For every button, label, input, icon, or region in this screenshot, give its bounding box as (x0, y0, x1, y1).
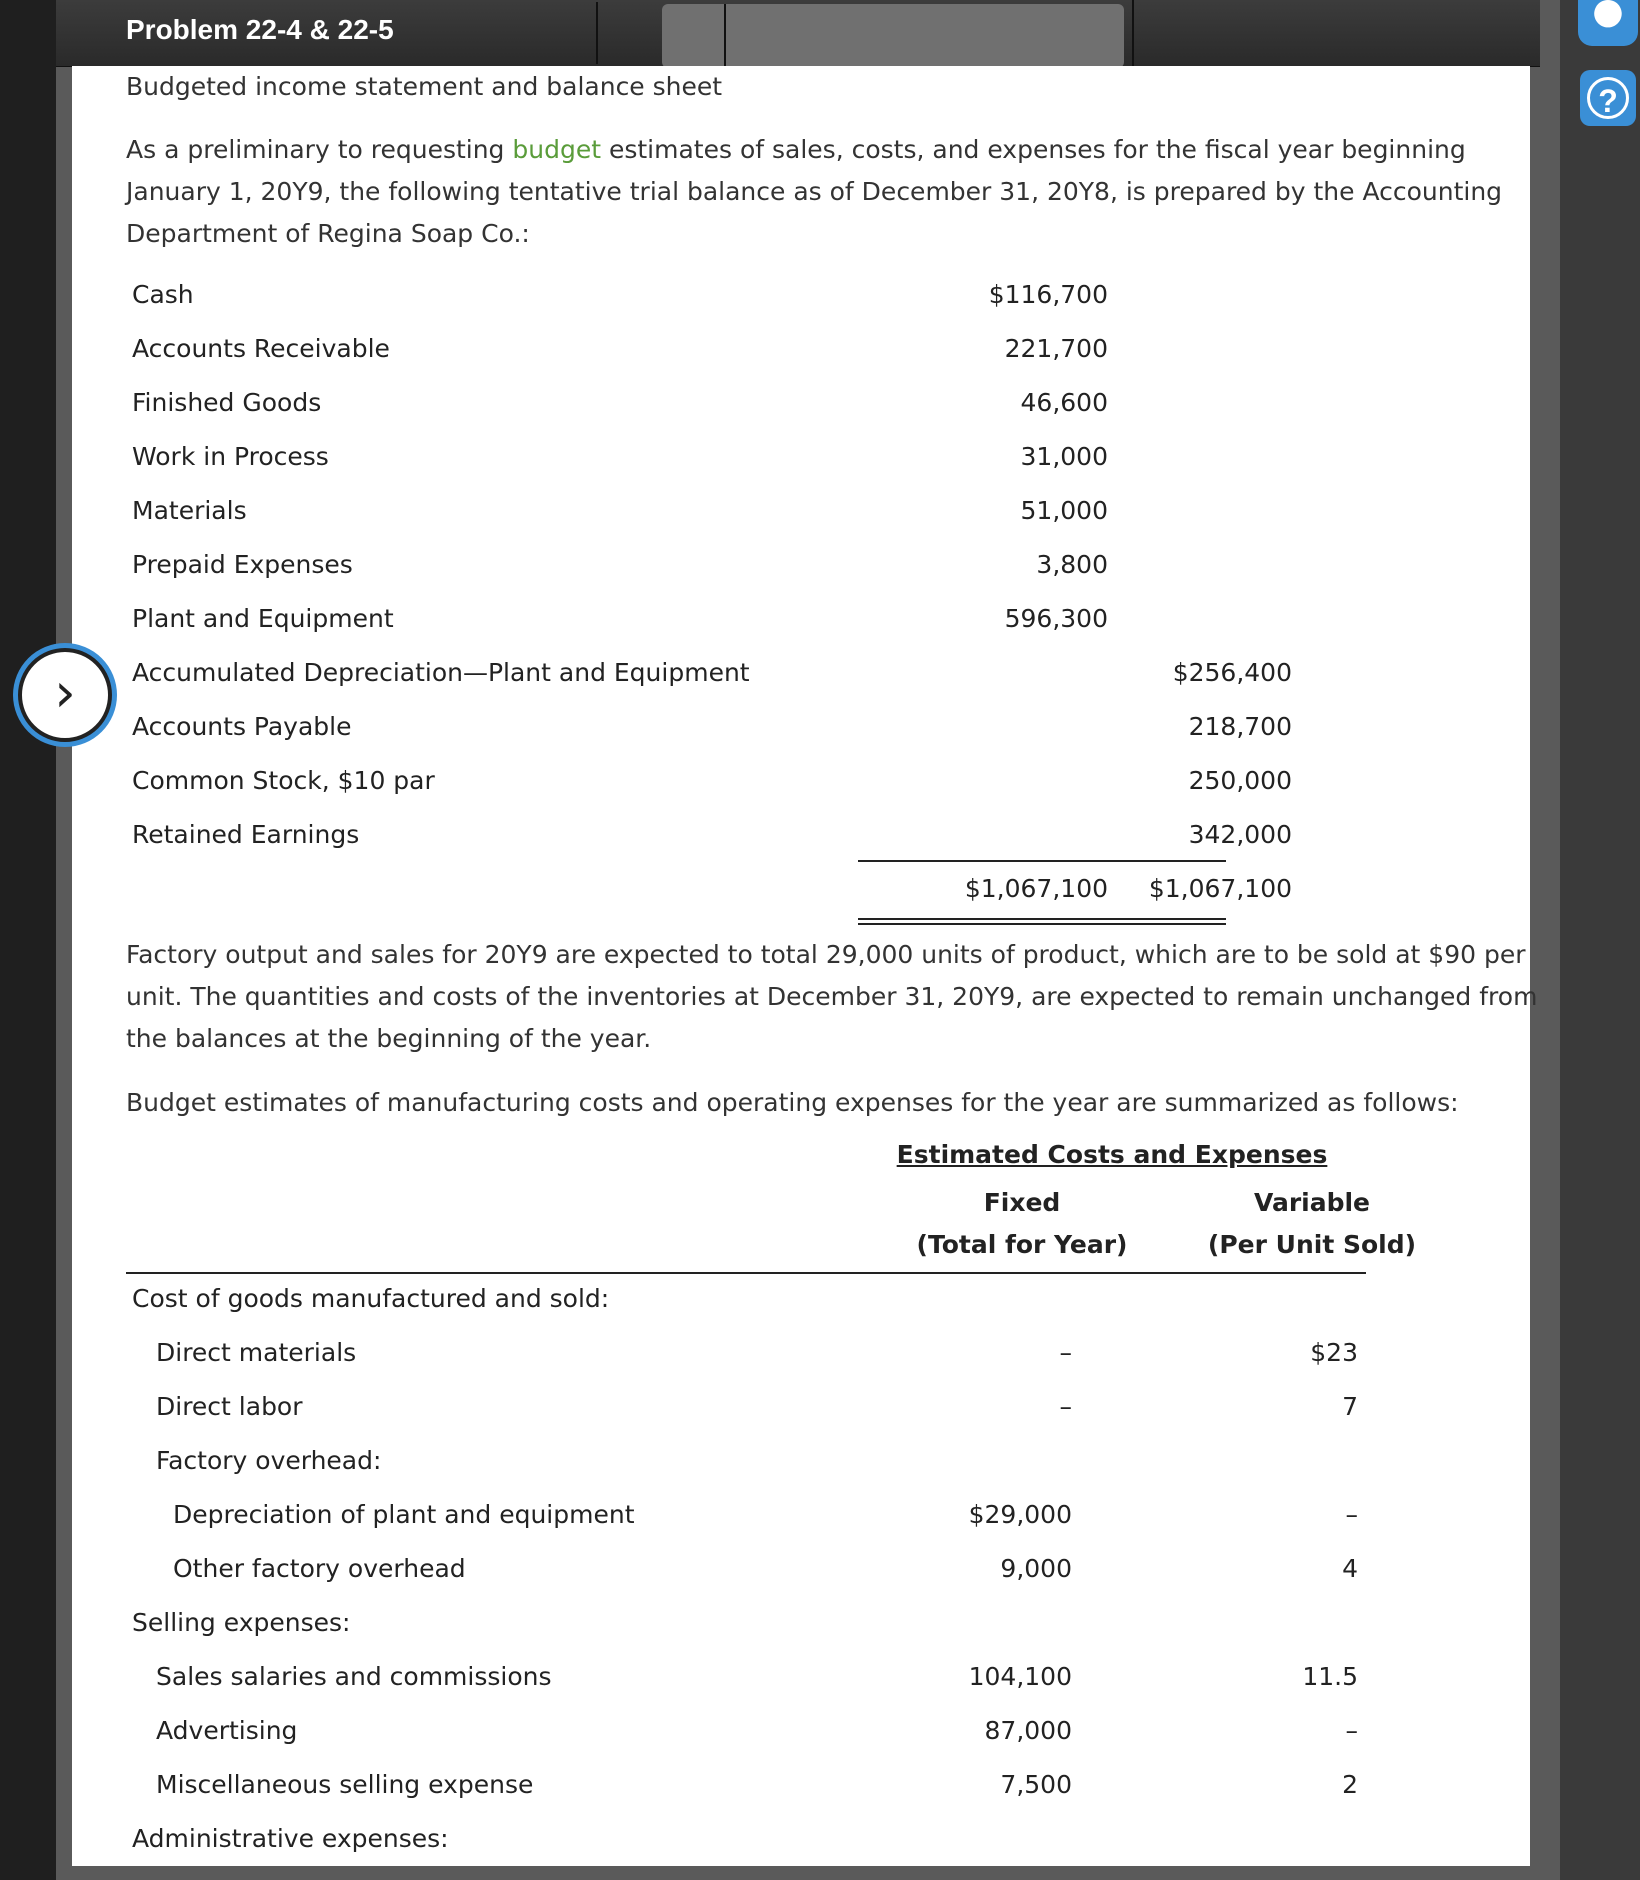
right-gutter (1560, 0, 1640, 1880)
budget-link[interactable]: budget (512, 135, 602, 164)
estimate-variable: 11.5 (1302, 1662, 1358, 1691)
trial-balance-debit: 31,000 (1020, 442, 1108, 471)
trial-balance-account: Materials (132, 496, 247, 525)
estimate-label: Cost of goods manufactured and sold: (132, 1284, 610, 1313)
tab-separator (724, 4, 726, 66)
estimate-label: Sales salaries and commissions (156, 1662, 552, 1691)
trial-balance-credit: 218,700 (1188, 712, 1292, 741)
header-rule (126, 1272, 1366, 1274)
estimate-fixed: – (1059, 1392, 1072, 1421)
estimate-label: Direct labor (156, 1392, 303, 1421)
estimate-fixed: 87,000 (984, 1716, 1072, 1745)
intro-paragraph (126, 129, 1566, 255)
intro-text: As a preliminary to requesting (126, 135, 513, 164)
estimate-label: Administrative expenses: (132, 1824, 449, 1853)
trial-balance-account: Accounts Receivable (132, 334, 390, 363)
title-divider-right (1132, 0, 1134, 66)
variable-header: Variable (1253, 1188, 1371, 1217)
fixed-subheader: (Total for Year) (916, 1230, 1128, 1259)
estimate-fixed: 104,100 (968, 1662, 1072, 1691)
trial-balance-account: Retained Earnings (132, 820, 360, 849)
output-paragraph: Factory output and sales for 20Y9 are expected to total 29,000 units of product, which are to be sold at $90 per unit. The quantities and costs of the inventories at December 31, 20Y9, are expected to remain unchanged from the balances at the beginning of the year. (126, 940, 1538, 1053)
trial-balance-account: Accumulated Depreciation—Plant and Equipment (132, 658, 750, 687)
estimate-label: Depreciation of plant and equipment (173, 1500, 635, 1529)
estimate-label: Miscellaneous selling expense (156, 1770, 534, 1799)
trial-balance-debit: $116,700 (988, 280, 1108, 309)
estimate-fixed: – (1059, 1338, 1072, 1367)
trial-balance-debit: 596,300 (1004, 604, 1108, 633)
estimate-fixed: 9,000 (1000, 1554, 1072, 1583)
fixed-header: Fixed (983, 1188, 1061, 1217)
intro-text-rest: estimates of sales, costs, and expenses for the fiscal year beginning January 1, 20Y9, the following tentative trial balance as of December 31, 20Y8, is prepared by the Accounting Department of Regina Soap Co.: (126, 135, 1503, 248)
trial-balance-debit: 221,700 (1004, 334, 1108, 363)
trial-balance-credit: 250,000 (1188, 766, 1292, 795)
estimate-label: Advertising (156, 1716, 298, 1745)
trial-balance-debit: 3,800 (1036, 550, 1108, 579)
total-credit: $1,067,100 (1148, 874, 1292, 903)
total-rule (858, 860, 1226, 862)
double-rule-top (858, 918, 1226, 920)
variable-subheader: (Per Unit Sold) (1207, 1230, 1417, 1259)
estimate-label: Selling expenses: (132, 1608, 351, 1637)
trial-balance-debit: 46,600 (1020, 388, 1108, 417)
title-divider (596, 2, 598, 64)
subtitle: Budgeted income statement and balance sheet (126, 72, 723, 101)
double-rule-bottom (858, 923, 1226, 925)
trial-balance-credit: 342,000 (1188, 820, 1292, 849)
estimate-variable: $23 (1310, 1338, 1358, 1367)
left-gutter (0, 0, 56, 1880)
tab-group[interactable] (662, 4, 1124, 68)
trial-balance-account: Finished Goods (132, 388, 322, 417)
estimate-label: Other factory overhead (173, 1554, 466, 1583)
support-icon[interactable]: ● (1578, 0, 1638, 46)
estimate-fixed: $29,000 (968, 1500, 1072, 1529)
trial-balance-account: Accounts Payable (132, 712, 352, 741)
trial-balance-account: Plant and Equipment (132, 604, 394, 633)
total-debit: $1,067,100 (964, 874, 1108, 903)
problem-content (72, 66, 1538, 1866)
trial-balance-credit: $256,400 (1172, 658, 1292, 687)
trial-balance-account: Common Stock, $10 par (132, 766, 435, 795)
help-icon[interactable]: ? (1580, 70, 1636, 126)
estimates-intro: Budget estimates of manufacturing costs and operating expenses for the year are summarized as follows: (126, 1088, 1459, 1117)
estimate-variable: 2 (1342, 1770, 1358, 1799)
estimate-variable: – (1345, 1716, 1358, 1745)
estimate-variable: 4 (1342, 1554, 1358, 1583)
estimate-fixed: 7,500 (1000, 1770, 1072, 1799)
estimate-label: Direct materials (156, 1338, 357, 1367)
estimates-title: Estimated Costs and Expenses (896, 1140, 1328, 1169)
estimate-variable: 7 (1342, 1392, 1358, 1421)
trial-balance-account: Work in Process (132, 442, 329, 471)
title-bar (56, 0, 1540, 67)
chevron-right-icon[interactable]: › (18, 648, 112, 742)
trial-balance-debit: 51,000 (1020, 496, 1108, 525)
estimate-label: Factory overhead: (156, 1446, 382, 1475)
trial-balance-account: Cash (132, 280, 194, 309)
estimate-variable: – (1345, 1500, 1358, 1529)
page-title: Problem 22-4 & 22-5 (126, 14, 394, 45)
trial-balance-account: Prepaid Expenses (132, 550, 353, 579)
